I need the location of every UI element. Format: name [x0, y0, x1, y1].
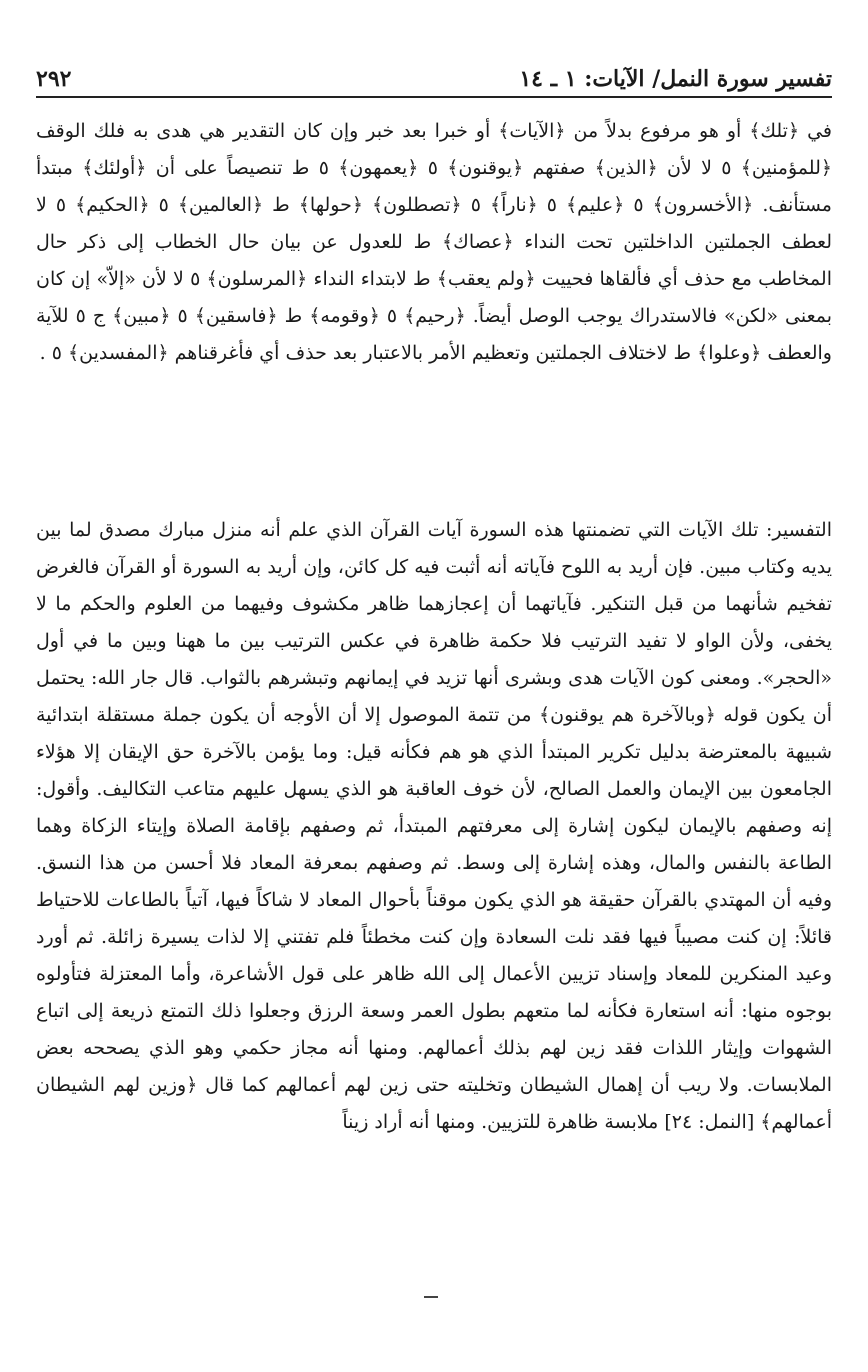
- tafsir-paragraph: التفسير: تلك الآيات التي تضمنتها هذه السورة آيات القرآن الذي علم أنه منزل مبارك مصدق لما بين يديه وكتاب مبين. فإن أريد به اللوح فآياته أنه أثبت فيه كل كائن، وإن أريد به السورة أو القرآن فالغرض تفخيم شأنهما من قبل التنكير. فآياتهما أن إعجازهما ظاهر مكشوف وفيهما من العلوم والحكم ما لا يخفى، ولأن الواو لا تفيد الترتيب فلا حكمة ظاهرة في عكس الترتيب بين ما ههنا وبين ما في أول «الحجر». ومعنى كون الآيات هدى وبشرى أنها تزيد في إيمانهم وتبشرهم بالثواب. قال جار الله: يحتمل أن يكون قوله ﴿وبالآخرة هم يوقنون﴾ من تتمة الموصول إلا أن الأوجه أن يكون جملة مستقلة ابتدائية شبيهة بالمعترضة بدليل تكرير المبتدأ الذي هو هم فكأنه قيل: وما يؤمن بالآخرة حق الإيقان إلا هؤلاء الجامعون بين الإيمان والعمل الصالح، لأن خوف العاقبة هو الذي يسهل عليهم متاعب التكاليف. وأقول: إنه وصفهم بالإيمان ليكون إشارة إلى معرفتهم المبتدأ، ثم وصفهم بإقامة الصلاة وإيتاء الزكاة وهما الطاعة بالنفس والمال، وهذه إشارة إلى وسط. ثم وصفهم بمعرفة المعاد فلا أحسن من هذا النسق. وفيه أن المهتدي بالقرآن حقيقة هو الذي يكون موقناً بأحوال المعاد لا شاكاً فيها، آتياً بالطاعات للاحتياط قائلاً: إن كنت مصيباً فيها فقد نلت السعادة وإن كنت مخطئاً فلم تفتني إلا لذات يسيرة زائلة. ثم أورد وعيد المنكرين للمعاد وإسناد تزيين الأعمال إلى الله ظاهر على قول الأشاعرة، وأما المعتزلة فتأولوه بوجوه منها: أنه استعارة فكأنه لما متعهم بطول العمر وسعة الرزق وجعلوا ذلك التمتع ذريعة إلى اتباع الشهوات وإيثار اللذات فقد زين لهم بذلك أعمالهم. ومنها أنه مجاز حكمي وهو الذي يصححه بعض الملابسات. ولا ريب أن إهمال الشيطان وتخليته حتى زين لهم أعمالهم كما قال ﴿وزين لهم الشيطان أعمالهم﴾ [النمل: ٢٤] ملابسة ظاهرة للتزيين. ومنها أنه أراد زيناً: [36, 519, 833, 1133]
- running-title: تفسير سورة النمل/ الآيات: ١ ـ ١٤: [519, 66, 832, 92]
- page-header: [36, 52, 832, 98]
- page-number: ٢٩٢: [36, 66, 72, 92]
- footer-dash: [424, 1296, 438, 1298]
- pause-marks-paragraph: في ﴿تلك﴾ أو هو مرفوع بدلاً من ﴿الآيات﴾ أو خبرا بعد خبر وإن كان التقدير هي هدى به فلك الوقف ﴿للمؤمنين﴾ ٥ لا لأن ﴿الذين﴾ صفتهم ﴿يوقنون﴾ ٥ ﴿يعمهون﴾ ٥ ط تنصيصاً على أن ﴿أولئك﴾ مبتدأ مستأنف. ﴿الأخسرون﴾ ٥ ﴿عليم﴾ ٥ ﴿ناراً﴾ ٥ ﴿تصطلون﴾ ﴿حولها﴾ ط ﴿العالمين﴾ ٥ ﴿الحكيم﴾ ٥ لا لعطف الجملتين الداخلتين تحت النداء ﴿عصاك﴾ ط للعدول عن بيان حال الخطاب إلى ذكر حال المخاطب مع حذف أي فألقاها فحييت ﴿ولم يعقب﴾ ط لابتداء النداء ﴿المرسلون﴾ ٥ لا لأن «إلاّ» إن كان بمعنى «لكن» فالاستدراك يوجب الوصل أيضاً. ﴿رحيم﴾ ٥ ﴿وقومه﴾ ط ﴿فاسقين﴾ ٥ ﴿مبين﴾ ج ٥ للآية والعطف ﴿وعلوا﴾ ط لاختلاف الجملتين وتعظيم الأمر بالاعتبار بعد حذف أي فأغرقناهم ﴿المفسدين﴾ ٥ .: [36, 120, 833, 364]
